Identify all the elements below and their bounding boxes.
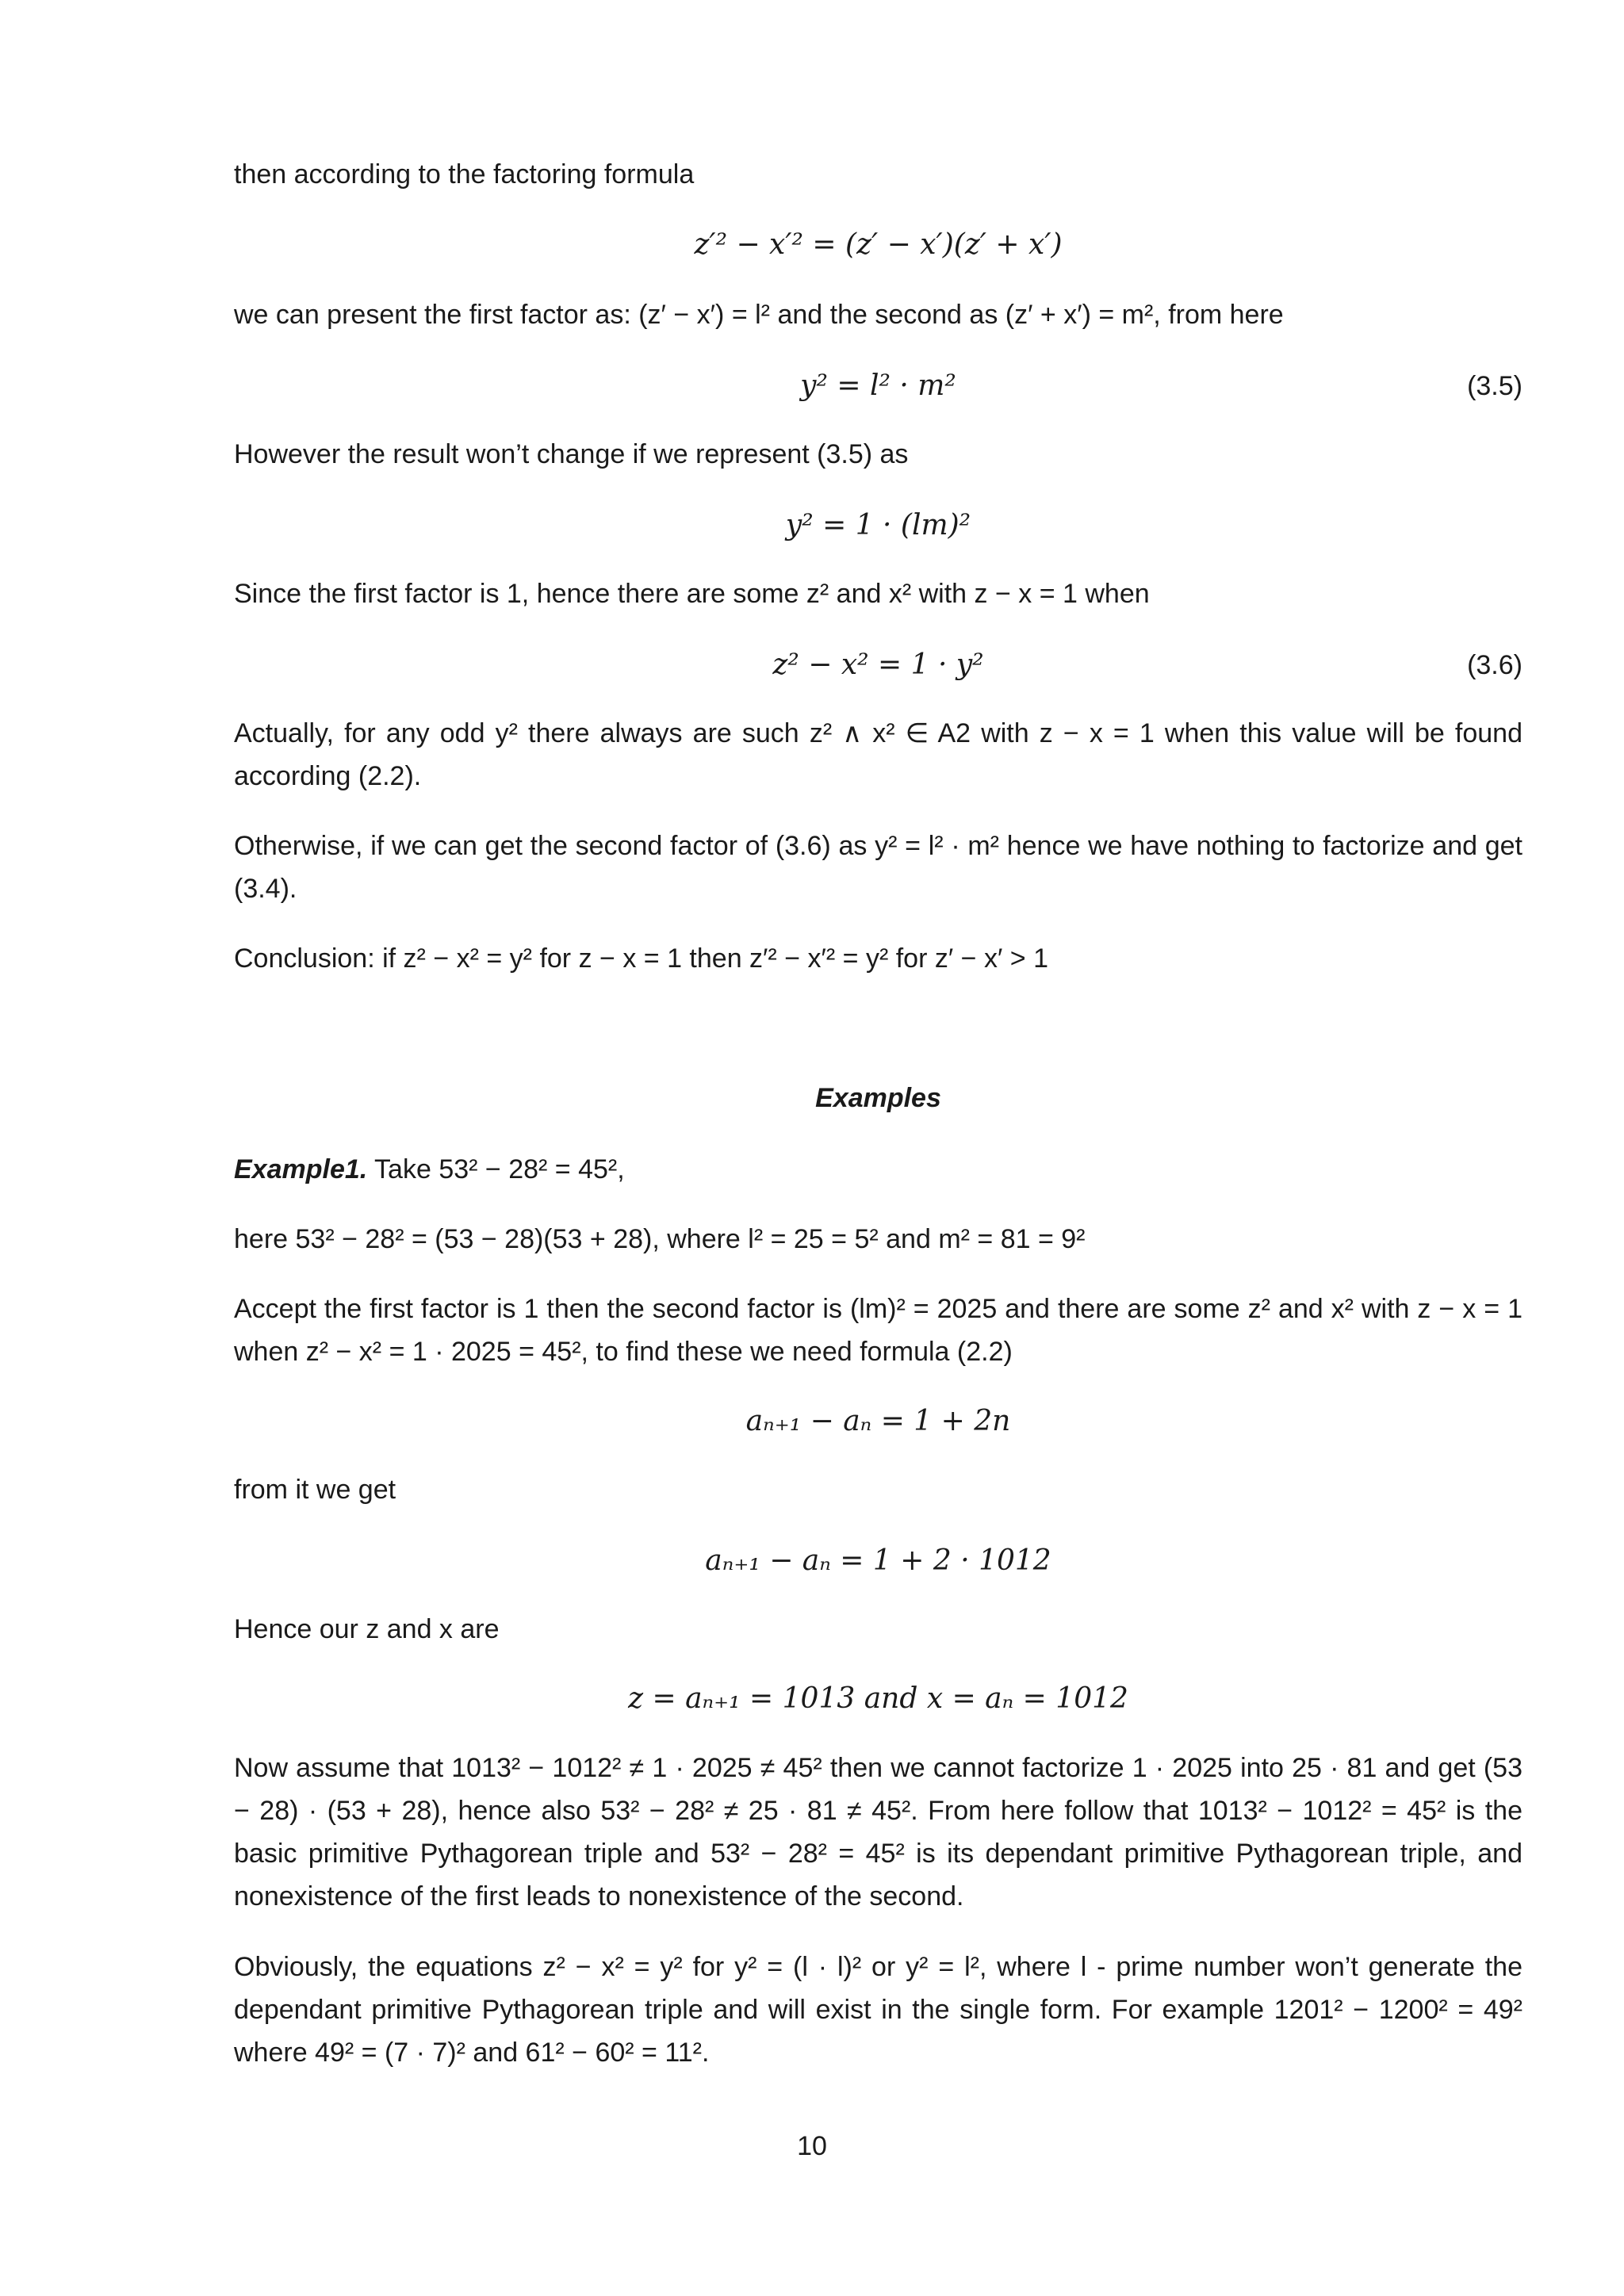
equation-3-6: z² − x² = 1 · y² bbox=[772, 649, 984, 681]
example1-here-line: here 53² − 28² = (53 − 28)(53 + 28), where l² = 25 = 5² and m² = 81 = 9² bbox=[234, 1224, 1086, 1254]
equation-number-3-6: (3.6) bbox=[1467, 650, 1522, 680]
factor-presentation-line: we can present the first factor as: (z′ − x′) = l² and the second as (z′ + x′) = m², from here bbox=[234, 300, 1284, 330]
z-x-values: z = aₙ₊₁ = 1013 and x = aₙ = 1012 bbox=[628, 1682, 1128, 1715]
paragraph-otherwise: Otherwise, if we can get the second factor of (3.6) as y² = l² · m² hence we have nothing to factorize and get (3.4). bbox=[234, 831, 1522, 904]
represent-line: However the result won’t change if we represent (3.5) as bbox=[234, 439, 909, 469]
paragraph-obviously: Obviously, the equations z² − x² = y² for y² = (l · l)² or y² = l², where l - prime number won’t generate the dependant primitive Pythagorean triple and will exist in the single form. For example 1201² − 1200² = 49² where 49² = (7 · 7)² and 61² − 60² = 11². bbox=[234, 1952, 1522, 2068]
intro-line: then according to the factoring formula bbox=[234, 159, 695, 189]
example1-label: Example1. bbox=[234, 1154, 368, 1184]
paragraph-accept: Accept the first factor is 1 then the second factor is (lm)² = 2025 and there are some z² and x² with z − x = 1 when z² − x² = 1 · 2025 = 45², to find these we need formula (2.2) bbox=[234, 1294, 1522, 1367]
page-number: 10 bbox=[797, 2131, 827, 2161]
hence-line: Hence our z and x are bbox=[234, 1614, 500, 1644]
first-factor-line: Since the first factor is 1, hence there are some z² and x² with z − x = 1 when bbox=[234, 579, 1150, 609]
represent-equation: y² = 1 · (lm)² bbox=[785, 509, 971, 541]
equation-number-3-5: (3.5) bbox=[1467, 371, 1522, 401]
factoring-formula: z′² − x′² = (z′ − x′)(z′ + x′) bbox=[694, 228, 1063, 261]
paragraph-odd-y: Actually, for any odd y² there always are such z² ∧ x² ∈ A2 with z − x = 1 when this value will be found according (2.2). bbox=[234, 718, 1522, 791]
paragraph-now-assume: Now assume that 1013² − 1012² ≠ 1 · 2025 ≠ 45² then we cannot factorize 1 · 2025 into 25 · 81 and get (53 − 28) · (53 + 28), hence also 53² − 28² ≠ 25 · 81 ≠ 45². From here follow that 1013² − 1012² = 45² is the basic primitive Pythagorean triple and 53² − 28² = 45² is its dependant primitive Pythagorean triple, and nonexistence of the first leads to nonexistence of the second. bbox=[234, 1753, 1522, 1911]
equation-3-5: y² = l² · m² bbox=[800, 369, 956, 402]
example1-text: Take 53² − 28² = 45², bbox=[367, 1154, 625, 1184]
section-heading-examples: Examples bbox=[815, 1083, 941, 1113]
paragraph-conclusion: Conclusion: if z² − x² = y² for z − x = 1 then z′² − x′² = y² for z′ − x′ > 1 bbox=[234, 943, 1048, 974]
recurrence-formula: aₙ₊₁ − aₙ = 1 + 2n bbox=[745, 1405, 1011, 1437]
recurrence-applied: aₙ₊₁ − aₙ = 1 + 2 · 1012 bbox=[705, 1544, 1051, 1577]
example1-line bbox=[234, 1148, 1522, 1191]
from-it-line: from it we get bbox=[234, 1475, 396, 1505]
